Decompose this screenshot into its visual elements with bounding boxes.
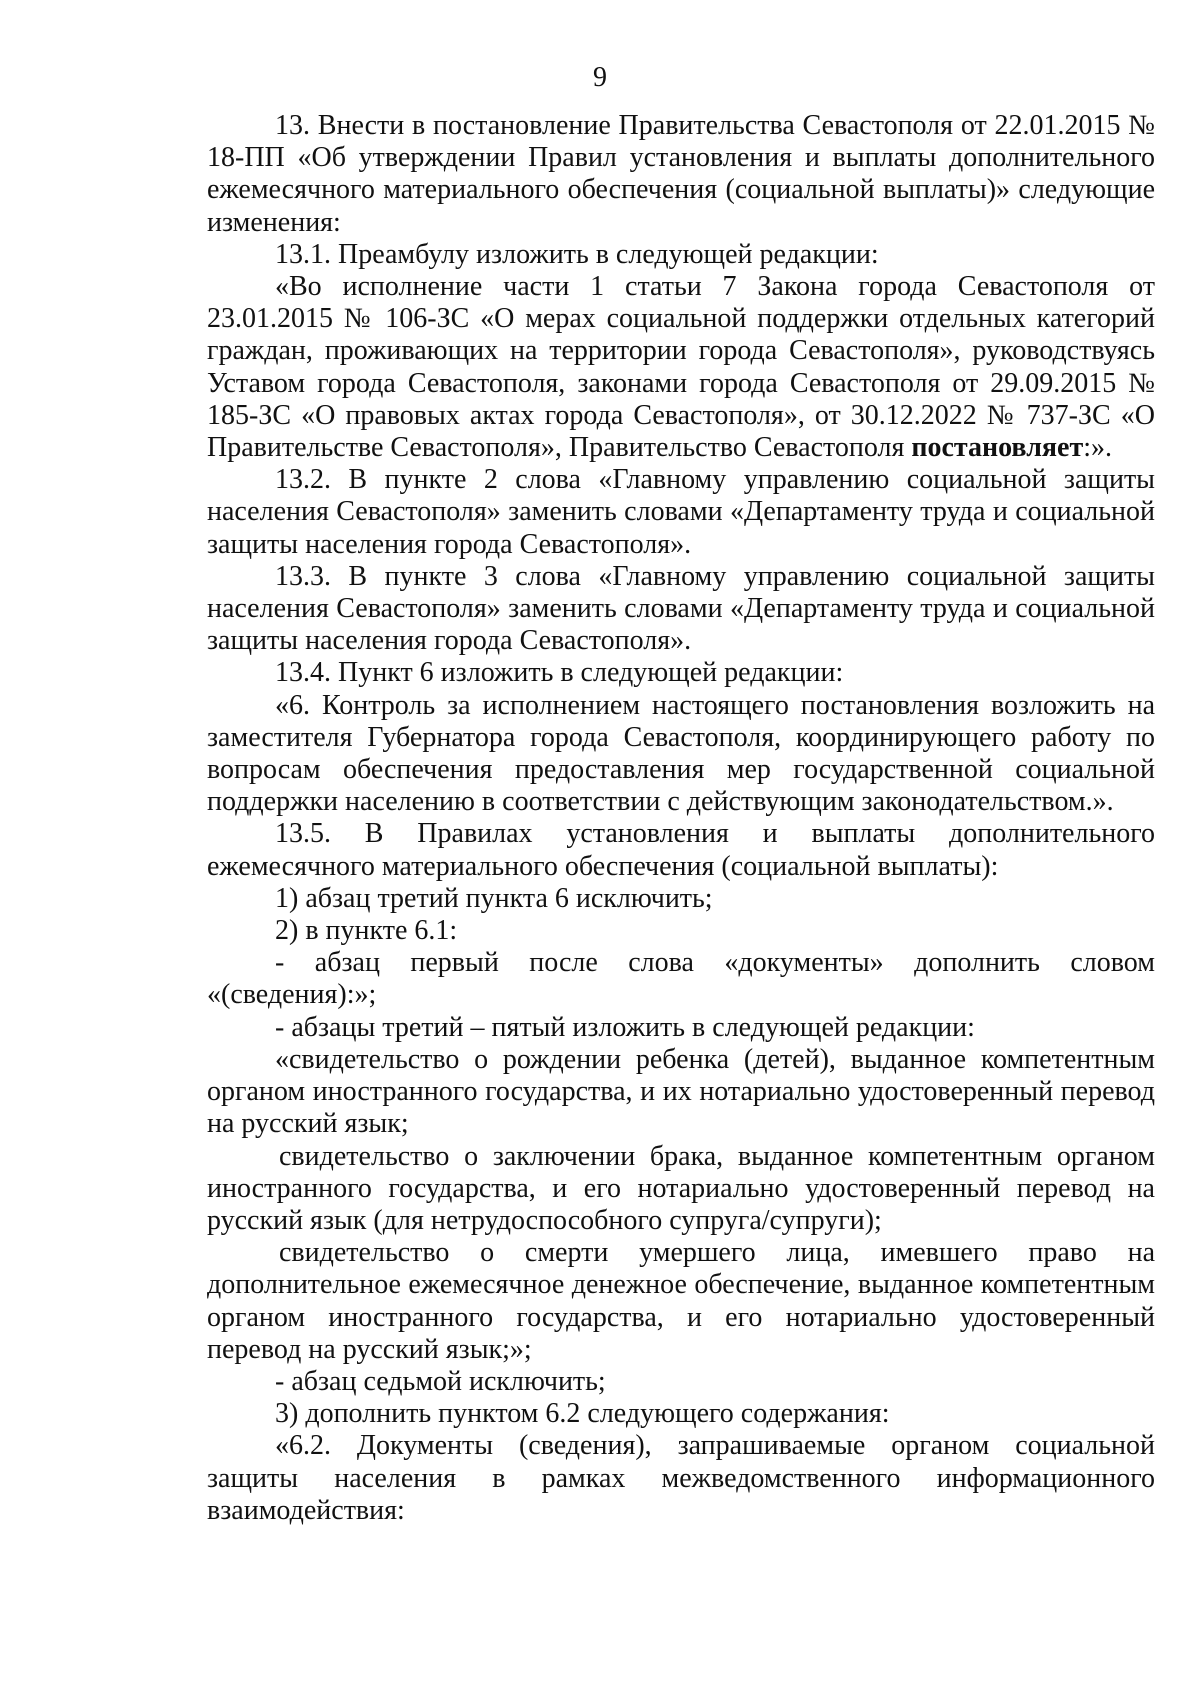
paragraph-13-3: 13.3. В пункте 3 слова «Главному управлению социальной защиты населения Севастополя» заменить словами «Департаменту труда и социальной защиты населения города Севастополя». — [207, 560, 1155, 657]
paragraph-13-2: 13.2. В пункте 2 слова «Главному управлению социальной защиты населения Севастополя» заменить словами «Департаменту труда и социальной защиты населения города Севастополя». — [207, 464, 1155, 560]
paragraph-item-2: 2) в пункте 6.1: — [275, 915, 458, 947]
paragraph-point-6-2: «6.2. Документы (сведения), запрашиваемые органом социальной защиты населения в рамках межведомственного информационного взаимодействия: — [207, 1430, 1155, 1526]
document-body — [207, 110, 1155, 1527]
paragraph-13: 13. Внести в постановление Правительства Севастополя от 22.01.2015 № 18-ПП «Об утверждении Правил установления и выплаты дополнительного ежемесячного материального обеспечения (социальной выплаты)» следующие изменения: — [207, 110, 1155, 238]
page-number: 9 — [593, 62, 607, 93]
paragraph-abzacs-3-5: - абзацы третий – пятый изложить в следующей редакции: — [275, 1011, 975, 1043]
paragraph-marriage-certificate: свидетельство о заключении брака, выданное компетентным органом иностранного государства, и его нотариально удостоверенный перевод на русский язык (для нетрудоспособного супруга/супруги); — [207, 1140, 1155, 1236]
paragraph-birth-certificate: «свидетельство о рождении ребенка (детей), выданное компетентным органом иностранного государства, и их нотариально удостоверенный перевод на русский язык; — [207, 1043, 1155, 1140]
preamble-bold-word: постановляет — [911, 432, 1084, 464]
paragraph-preamble — [207, 271, 1155, 464]
paragraph-item-1: 1) абзац третий пункта 6 исключить; — [275, 882, 713, 914]
paragraph-item-3: 3) дополнить пунктом 6.2 следующего содержания: — [275, 1398, 890, 1430]
preamble-ending: :». — [1083, 432, 1113, 464]
paragraph-death-certificate: свидетельство о смерти умершего лица, имевшего право на дополнительное ежемесячное денежное обеспечение, выданное компетентным органом иностранного государства, и его нотариально удостоверенный перевод на русский язык;»; — [207, 1237, 1155, 1365]
paragraph-abzac-7: - абзац седьмой исключить; — [275, 1365, 606, 1397]
paragraph-first-abzac: - абзац первый после слова «документы» дополнить словом «(сведения):»; — [207, 947, 1155, 1011]
preamble-text: «Во исполнение части 1 статьи 7 Закона города Севастополя от 23.01.2015 № 106-ЗС «О мерах социальной поддержки отдельных категорий граждан, проживающих на территории города Севастополя», руководствуясь Уставом города Севастополя, законами города Севастополя от 29.09.2015 № 185-ЗС «О правовых актах города Севастополя», от 30.12.2022 № 737-ЗС «О Правительстве Севастополя», Правительство Севастополя — [207, 271, 1155, 464]
paragraph-13-4: 13.4. Пункт 6 изложить в следующей редакции: — [275, 657, 844, 689]
paragraph-13-1: 13.1. Преамбулу изложить в следующей редакции: — [275, 238, 879, 270]
paragraph-point-6: «6. Контроль за исполнением настоящего постановления возложить на заместителя Губернатора города Севастополя, координирующего работу по вопросам обеспечения предоставления мер государственной социальной поддержки населению в соответствии с действующим законодательством.». — [207, 689, 1155, 818]
paragraph-13-5: 13.5. В Правилах установления и выплаты дополнительного ежемесячного материального обеспечения (социальной выплаты): — [207, 818, 1155, 882]
